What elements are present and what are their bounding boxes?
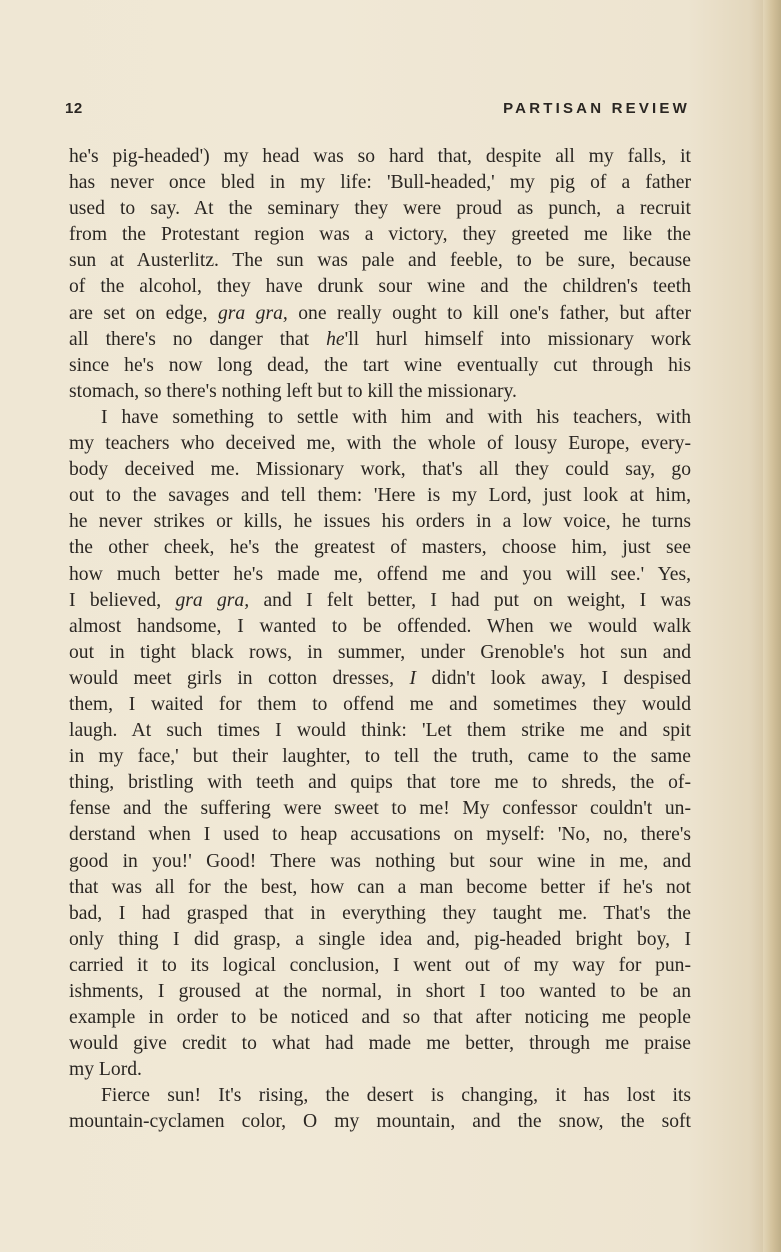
text-line: has never once bled in my life: 'Bull-headed,' my pig of a father: [69, 172, 691, 194]
text-line: are set on edge, gra gra, one really ought to kill one's father, but after: [69, 302, 691, 324]
paragraph: [69, 144, 691, 405]
text-line: all there's no danger that he'll hurl himself into missionary work: [69, 328, 691, 350]
text-line: body deceived me. Missionary work, that's all they could say, go: [69, 459, 691, 481]
text-line: fense and the suffering were sweet to me! My confessor couldn't un-: [69, 798, 691, 820]
text-line: he's pig-headed') my head was so hard that, despite all my falls, it: [69, 146, 691, 167]
text-line: I believed, gra gra, and I felt better, I had put on weight, I was: [69, 589, 691, 611]
text-line: my Lord.: [69, 1059, 142, 1081]
italic-text: gra gra,: [175, 589, 250, 611]
text-line: laugh. At such times I would think: 'Let them strike me and spit: [69, 720, 691, 742]
text-line: ishments, I groused at the normal, in short I too wanted to be an: [69, 981, 691, 1002]
paragraph: [69, 1083, 691, 1135]
italic-text: gra gra,: [218, 302, 288, 324]
text-line: that was all for the best, how can a man become better if he's not: [69, 876, 691, 898]
text-line: the other cheek, he's the greatest of masters, choose him, just see: [69, 537, 691, 559]
text-line: in my face,' but their laughter, to tell the truth, came to the same: [69, 746, 691, 768]
text-line: stomach, so there's nothing left but to kill the missionary.: [69, 380, 517, 402]
text-line: would give credit to what had made me better, through me praise: [69, 1033, 691, 1055]
body-text: [69, 144, 691, 1136]
text-line: out in tight black rows, in summer, under Grenoble's hot sun and: [69, 641, 691, 663]
text-line: only thing I did grasp, a single idea and, pig-headed bright boy, I: [69, 928, 691, 950]
italic-text: he: [326, 328, 345, 350]
text-line: of the alcohol, they have drunk sour wine and the children's teeth: [69, 276, 691, 298]
text-line: mountain-cyclamen color, O my mountain, and the snow, the soft: [69, 1111, 691, 1133]
italic-text: I: [409, 667, 416, 689]
text-line: bad, I had grasped that in everything they taught me. That's the: [69, 902, 691, 924]
text-line: carried it to its logical conclusion, I went out of my way for pun-: [69, 954, 691, 976]
book-spine-edge: [763, 0, 781, 1252]
text-line: used to say. At the seminary they were proud as punch, a recruit: [69, 198, 691, 220]
text-line: them, I waited for them to offend me and sometimes they would: [69, 693, 691, 715]
running-head: PARTISAN REVIEW: [503, 100, 690, 117]
text-line: almost handsome, I wanted to be offended. When we would walk: [69, 615, 691, 637]
page-number: 12: [65, 100, 83, 117]
text-line: out to the savages and tell them: 'Here is my Lord, just look at him,: [69, 485, 691, 507]
text-line: sun at Austerlitz. The sun was pale and feeble, to be sure, because: [69, 250, 691, 272]
text-line: from the Protestant region was a victory, they greeted me like the: [69, 224, 691, 246]
text-line: example in order to be noticed and so that after noticing me people: [69, 1007, 691, 1029]
text-line: my teachers who deceived me, with the whole of lousy Europe, every-: [69, 433, 691, 455]
text-line: how much better he's made me, offend me and you will see.' Yes,: [69, 563, 691, 585]
text-line: good in you!' Good! There was nothing but sour wine in me, and: [69, 850, 691, 872]
text-line: I have something to settle with him and with his teachers, with: [101, 406, 691, 428]
text-line: derstand when I used to heap accusations on myself: 'No, no, there's: [69, 824, 691, 846]
text-line: would meet girls in cotton dresses, I didn't look away, I despised: [69, 667, 691, 689]
text-line: he never strikes or kills, he issues his orders in a low voice, he turns: [69, 511, 691, 533]
page-header: [65, 100, 690, 124]
text-line: since he's now long dead, the tart wine eventually cut through his: [69, 354, 691, 376]
paragraph: [69, 405, 691, 1083]
text-line: thing, bristling with teeth and quips that tore me to shreds, the of-: [69, 772, 691, 794]
text-line: Fierce sun! It's rising, the desert is changing, it has lost its: [101, 1085, 691, 1107]
